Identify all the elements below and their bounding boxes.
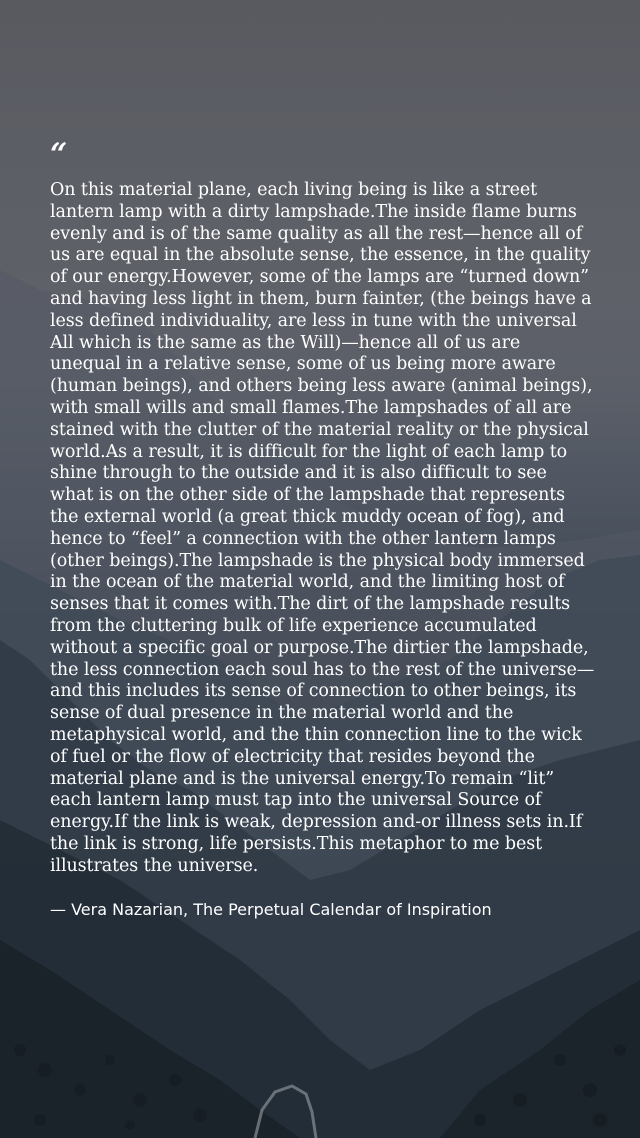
quote-card — [50, 137, 595, 920]
quote-mark-icon: “ — [50, 137, 68, 172]
quote-attribution: — Vera Nazarian, The Perpetual Calendar of Inspiration — [50, 899, 492, 919]
quote-text: On this material plane, each living being is like a street lantern lamp with a dirty lampshade.The inside flame burns evenly and is of the same quality as all the rest—hence all of us are equal in the absolute sense, the essence, in the quality of our energy.However, some of the lamps are “turned down” and having less light in them, burn fainter, (the beings have a less defined individuality, are less in tune with the universal All which is the same as the Will)—hence all of us are unequal in a relative sense, some of us being more aware (human beings), and others being less aware (animal beings), with small wills and small flames.The lampshades of all are stained with the clutter of the material reality or the physical world.As a result, it is difficult for the light of each lamp to shine through to the outside and it is also difficult to see what is on the other side of the lampshade that represents the external world (a great thick muddy ocean of fog), and hence to “feel” a connection with the other lantern lamps (other beings).The lampshade is the physical body immersed in the ocean of the material world, and the limiting host of senses that it comes with.The dirt of the lampshade results from the cluttering bulk of life experience accumulated without a specific goal or purpose.The dirtier the lampshade, the less connection each soul has to the rest of the universe—and this includes its sense of connection to other beings, its sense of dual presence in the material world and the metaphysical world, and the thin connection line to the wick of fuel or the flow of electricity that resides beyond the material plane and is the universal energy.To remain “lit” each lantern lamp must tap into the universal Source of energy.If the link is weak, depression and-or illness sets in.If the link is strong, life persists.This metaphor to me best illustrates the universe. — [50, 180, 595, 876]
